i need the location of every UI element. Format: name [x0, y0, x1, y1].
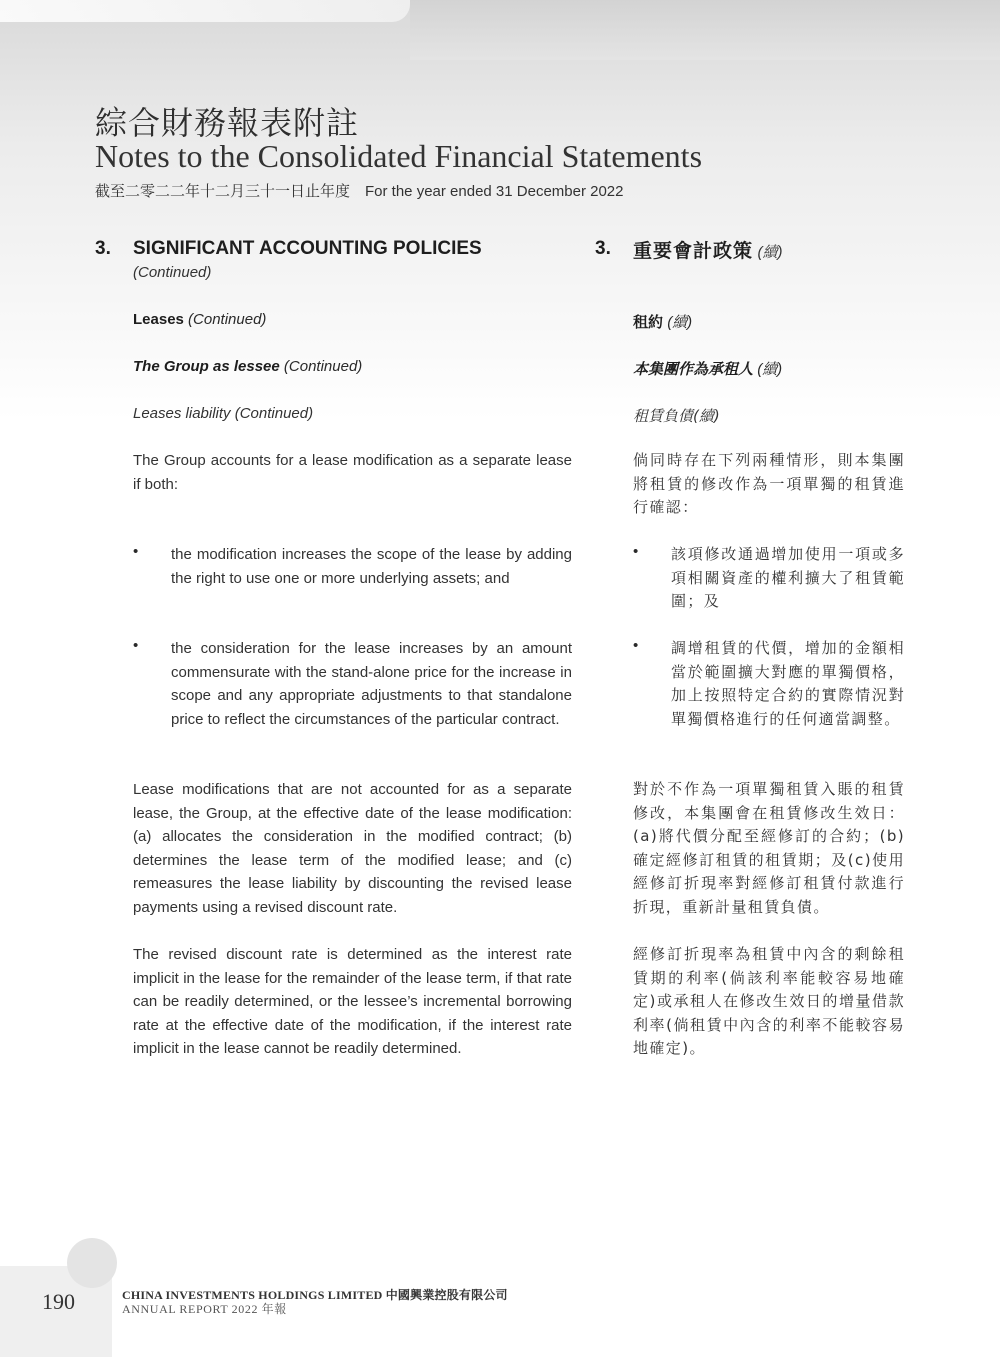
paragraph-1-cn: 倘同時存在下列兩種情形，則本集團將租賃的修改作為一項單獨的租賃進行確認：	[633, 451, 905, 517]
bullet-marker-1-cn: •	[633, 543, 639, 560]
section-continued-cn: (續)	[757, 244, 783, 261]
leases-heading-en	[133, 311, 266, 328]
bullet-2-cn: 調增租賃的代價，增加的金額相當於範圍擴大對應的單獨價格，加上按照特定合約的實際情況對單獨價格進行的任何適當調整。	[671, 639, 905, 728]
section-title-en: SIGNIFICANT ACCOUNTING POLICIES	[133, 238, 482, 259]
paragraph-3-cn: 經修訂折現率為租賃中內含的剩餘租賃期的利率(倘該利率能較容易地確定)或承租人在修改生效日的增量借款利率(倘租賃中內含的利率不能較容易地確定)。	[633, 945, 905, 1058]
footer-report: ANNUAL REPORT 2022 年報	[122, 1302, 287, 1316]
bullet-1-cn: 該項修改通過增加使用一項或多項相關資產的權利擴大了租賃範圍；及	[671, 545, 905, 611]
section-number-cn: 3.	[595, 238, 611, 259]
leases-heading-cn-text: 租約	[633, 313, 664, 331]
header-decoration-tab	[0, 0, 410, 22]
header-decoration	[410, 0, 1000, 60]
liability-heading-cn: 租賃負債(續)	[633, 407, 720, 425]
section-number-en: 3.	[95, 238, 111, 259]
leases-heading-cn-continued: (續)	[667, 314, 693, 331]
leases-heading-continued: (Continued)	[188, 311, 267, 328]
footer-company: CHINA INVESTMENTS HOLDINGS LIMITED 中國興業控股有限公司	[122, 1288, 508, 1302]
lessee-heading-cn	[633, 358, 782, 379]
section-continued-en: (Continued)	[133, 264, 212, 281]
lessee-heading-text: The Group as lessee	[133, 358, 280, 375]
page-subtitle: 截至二零二二年十二月三十一日止年度 For the year ended 31 December 2022	[95, 183, 624, 200]
header-background	[0, 0, 1000, 420]
section-title-cn: 重要會計政策	[633, 240, 754, 262]
lessee-heading-cn-continued: (續)	[757, 361, 783, 378]
page-title-cn: 綜合財務報表附註	[95, 104, 360, 142]
page-title-en: Notes to the Consolidated Financial Statements	[95, 138, 703, 174]
leases-heading-text: Leases	[133, 311, 184, 328]
section-heading-cn	[633, 236, 782, 263]
bullet-marker-2-en: •	[133, 637, 139, 654]
paragraph-3-en: The revised discount rate is determined as the interest rate implicit in the lease for the remainder of the lease term, if that rate can be readily determined, or the lessee’s incremental borrowing rate at the effective date of the modification, if the interest rate implicit in the lease cannot be readily determined.	[133, 946, 572, 1058]
page-number: 190	[42, 1289, 75, 1314]
liability-heading-en: Leases liability (Continued)	[133, 405, 314, 422]
bullet-1-en: the modification increases the scope of the lease by adding the right to use one or more underlying assets; and	[171, 546, 572, 587]
lessee-heading-en	[133, 358, 362, 375]
leases-heading-cn	[633, 311, 692, 332]
bullet-marker-1-en: •	[133, 543, 139, 560]
bullet-2-en: the consideration for the lease increases by an amount commensurate with the stand-alone price for the increase in scope and any appropriate adjustments to that standalone price to reflect the circumstances of the particular contract.	[171, 640, 572, 728]
paragraph-2-cn: 對於不作為一項單獨租賃入賬的租賃修改，本集團會在租賃修改生效日：(a)將代價分配至經修訂的合約；(b)確定經修訂租賃的租賃期；及(c)使用經修訂折現率對經修訂租賃付款進行折現，重新計量租賃負債。	[633, 780, 905, 916]
paragraph-2-en: Lease modifications that are not accounted for as a separate lease, the Group, at the effective date of the lease modification: (a) allocates the consideration in the modified contract; (b) determines the lease term of the modified lease; and (c) remeasures the lease liability by discounting the revised lease payments using a revised discount rate.	[133, 781, 572, 916]
footer-circle-decoration	[67, 1238, 117, 1288]
bullet-marker-2-cn: •	[633, 637, 639, 654]
lessee-heading-cn-text: 本集團作為承租人	[633, 360, 754, 378]
paragraph-1-en: The Group accounts for a lease modification as a separate lease if both:	[133, 452, 572, 493]
lessee-heading-continued: (Continued)	[283, 358, 363, 375]
